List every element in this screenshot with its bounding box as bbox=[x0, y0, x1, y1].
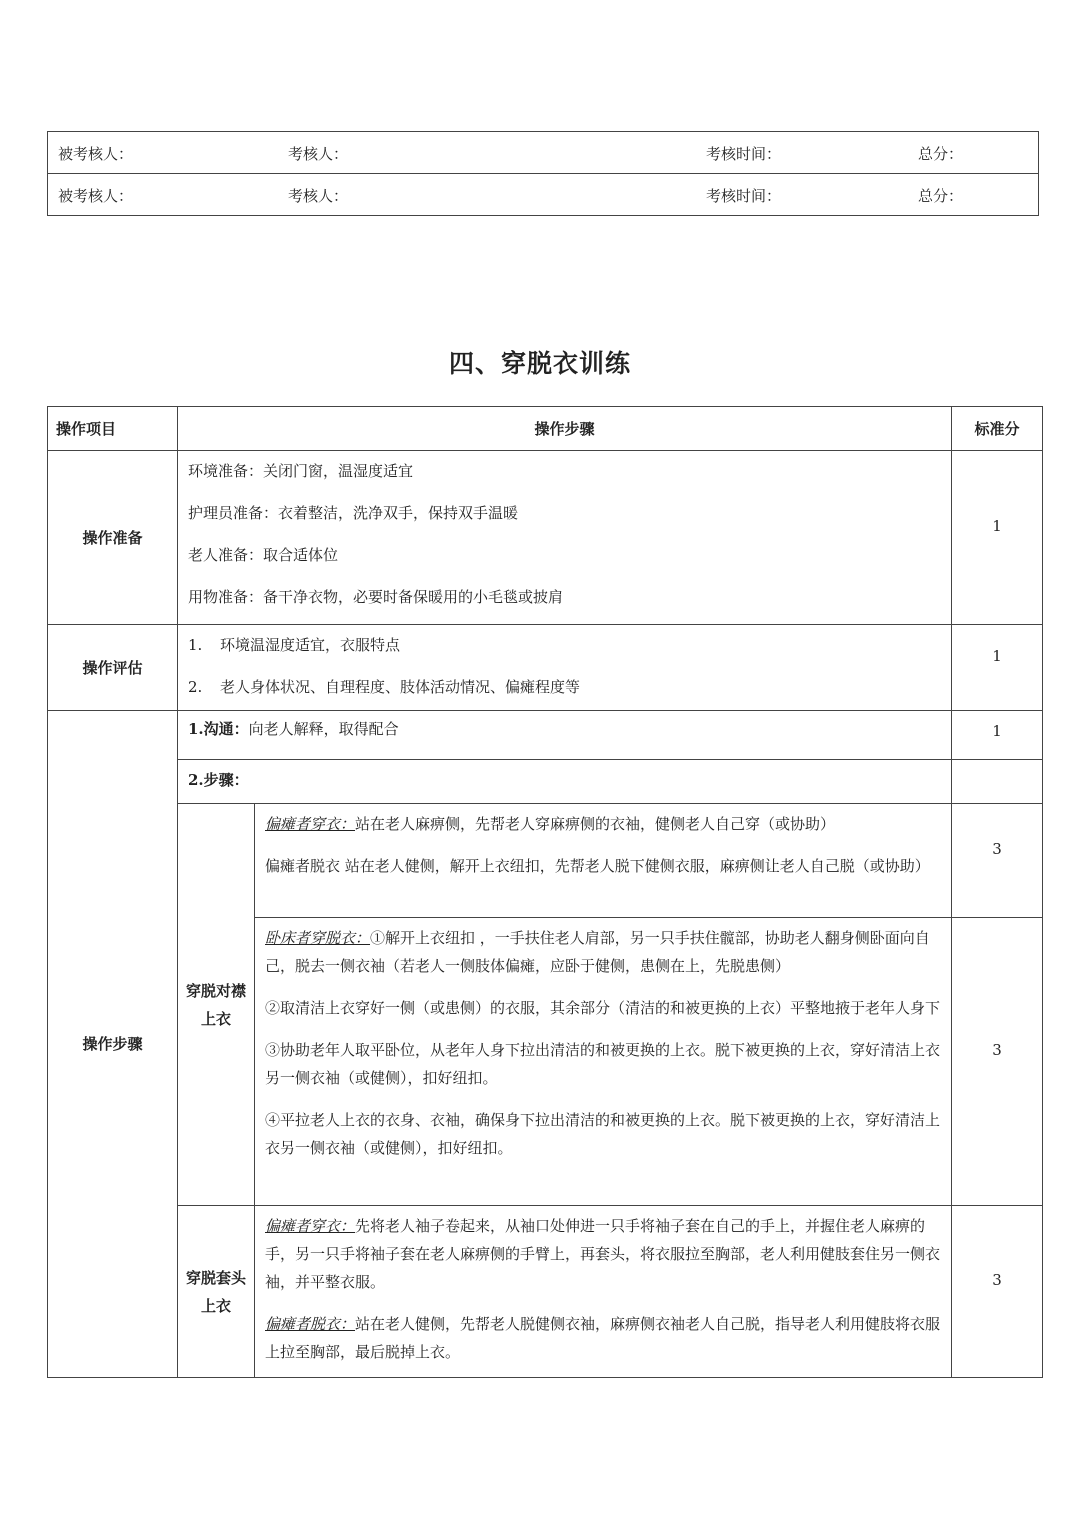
hemiplegia-undress-text: 偏瘫者脱衣 站在老人健侧，解开上衣纽扣，先帮老人脱下健侧衣服，麻痹侧让老人自己脱（或协助） bbox=[265, 857, 930, 875]
prep-line: 老人准备：取合适体位 bbox=[188, 546, 339, 564]
assess-item: 2. 老人身体状况、自理程度、肢体活动情况、偏瘫程度等 bbox=[188, 678, 581, 696]
pullover-content bbox=[255, 1206, 952, 1378]
bedridden-step-4: ④平拉老人上衣的衣身、衣袖，确保身下拉出清洁的和被更换的上衣。脱下被更换的上衣，穿好清洁上衣另一侧衣袖（或健侧），扣好纽扣。 bbox=[265, 1111, 941, 1157]
prep-content bbox=[178, 451, 952, 625]
examinee-label: 被考核人： bbox=[58, 187, 134, 205]
bedridden-step-1: ①解开上衣纽扣 ，一手扶住老人肩部，另一只手扶住髋部，协助老人翻身侧卧面向自己，脱去一侧衣袖（若老人一侧肢体偏瘫，应卧于健侧，患侧在上，先脱患侧） bbox=[265, 929, 930, 975]
pullover-undress-label: 偏瘫者脱衣： bbox=[265, 1315, 356, 1333]
communicate-score: 1 bbox=[952, 711, 1043, 760]
prep-line: 用物准备：备干净衣物，必要时备保暖用的小毛毯或披肩 bbox=[188, 588, 564, 606]
assess-row bbox=[48, 625, 1043, 711]
signature-cell bbox=[48, 132, 1039, 174]
cardigan-bedridden-content bbox=[255, 918, 952, 1206]
cardigan-hemiplegia-content bbox=[255, 804, 952, 918]
procedure-table bbox=[47, 406, 1043, 1378]
cardigan-score-1: 3 bbox=[952, 804, 1043, 918]
pullover-score: 3 bbox=[952, 1206, 1043, 1378]
steps-label: 操作步骤 bbox=[48, 711, 178, 1378]
examiner-label: 考核人： bbox=[288, 145, 349, 163]
total-score-label: 总分： bbox=[918, 145, 964, 163]
communicate-prefix: 1.沟通： bbox=[188, 720, 249, 738]
assess-content bbox=[178, 625, 952, 711]
section-title: 四、穿脱衣训练 bbox=[448, 349, 631, 378]
bedridden-label: 卧床者穿脱衣： bbox=[265, 929, 371, 947]
signature-row bbox=[48, 174, 1039, 216]
cardigan-row-1 bbox=[48, 804, 1043, 918]
communicate-content bbox=[178, 711, 952, 760]
prep-row bbox=[48, 451, 1043, 625]
prep-score: 1 bbox=[952, 451, 1043, 625]
prep-label: 操作准备 bbox=[48, 451, 178, 625]
header-row bbox=[48, 407, 1043, 451]
communicate-row bbox=[48, 711, 1043, 760]
exam-time-label: 考核时间： bbox=[706, 145, 782, 163]
steps-label-row bbox=[48, 760, 1043, 804]
header-item: 操作项目 bbox=[48, 407, 178, 451]
signature-cell bbox=[48, 174, 1039, 216]
bedridden-step-3: ③协助老年人取平卧位，从老年人身下拉出清洁的和被更换的上衣。脱下被更换的上衣，穿好清洁上衣另一侧衣袖（或健侧），扣好纽扣。 bbox=[265, 1041, 941, 1087]
assess-score: 1 bbox=[952, 625, 1043, 711]
communicate-text: 向老人解释，取得配合 bbox=[248, 720, 399, 738]
cardigan-score-2: 3 bbox=[952, 918, 1043, 1206]
bedridden-step-2: ②取清洁上衣穿好一侧（或患侧）的衣服，其余部分（清洁的和被更换的上衣）平整地掖于老年人身下 bbox=[265, 999, 941, 1017]
assess-label: 操作评估 bbox=[48, 625, 178, 711]
empty-score bbox=[952, 760, 1043, 804]
total-score-label: 总分： bbox=[918, 187, 964, 205]
cardigan-label: 穿脱对襟上衣 bbox=[178, 804, 255, 1206]
header-steps: 操作步骤 bbox=[178, 407, 952, 451]
assess-item: 1. 环境温湿度适宜，衣服特点 bbox=[188, 636, 401, 654]
pullover-row bbox=[48, 1206, 1043, 1378]
examinee-label: 被考核人： bbox=[58, 145, 134, 163]
hemiplegia-dress-label: 偏瘫者穿衣： bbox=[265, 815, 356, 833]
exam-time-label: 考核时间： bbox=[706, 187, 782, 205]
header-score: 标准分 bbox=[952, 407, 1043, 451]
prep-line: 护理员准备：衣着整洁，洗净双手，保持双手温暖 bbox=[188, 504, 519, 522]
examiner-label: 考核人： bbox=[288, 187, 349, 205]
signature-table bbox=[47, 131, 1039, 216]
signature-row bbox=[48, 132, 1039, 174]
hemiplegia-dress-text: 站在老人麻痹侧，先帮老人穿麻痹侧的衣袖，健侧老人自己穿（或协助） bbox=[355, 815, 836, 833]
steps-sub-label: 2.步骤： bbox=[178, 760, 952, 804]
pullover-label: 穿脱套头上衣 bbox=[178, 1206, 255, 1378]
pullover-undress-text: 站在老人健侧，先帮老人脱健侧衣袖，麻痹侧衣袖老人自己脱，指导老人利用健肢将衣服上拉至胸部，最后脱掉上衣。 bbox=[265, 1315, 941, 1361]
pullover-dress-text: 先将老人袖子卷起来，从袖口处伸进一只手将袖子套在自己的手上，并握住老人麻痹的手，另一只手将袖子套在老人麻痹侧的手臂上，再套头，将衣服拉至胸部，老人利用健肢套住另一侧衣袖，并平整衣服。 bbox=[265, 1217, 941, 1291]
pullover-dress-label: 偏瘫者穿衣： bbox=[265, 1217, 356, 1235]
prep-line: 环境准备：关闭门窗，温湿度适宜 bbox=[188, 462, 414, 480]
